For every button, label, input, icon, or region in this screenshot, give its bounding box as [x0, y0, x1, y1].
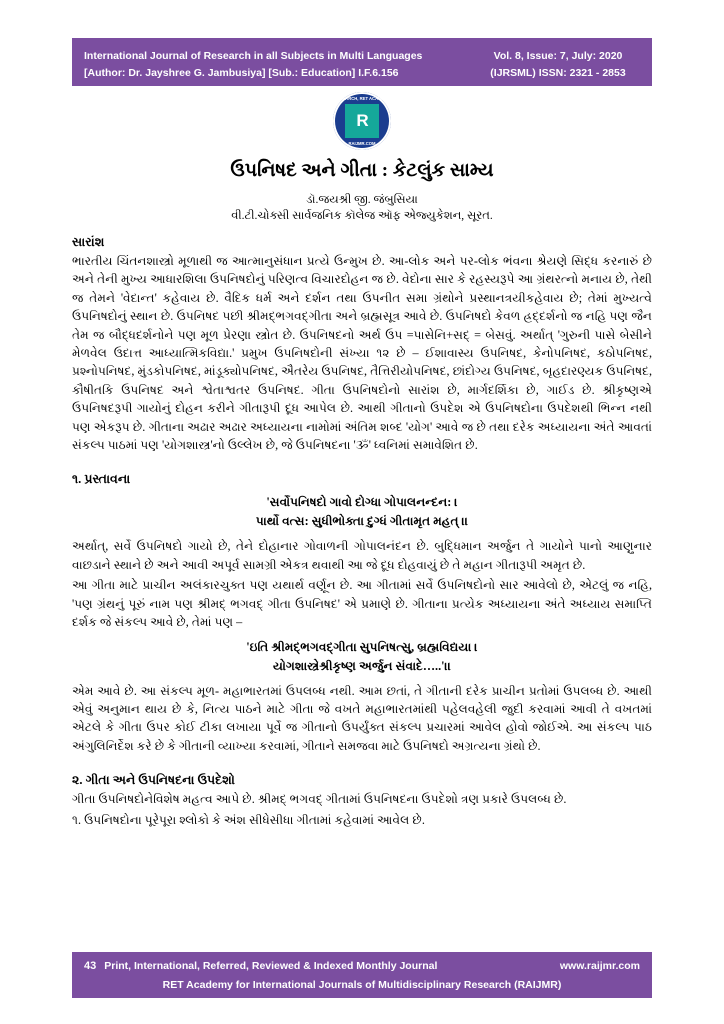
footer-description: Print, International, Referred, Reviewed & Indexed Monthly Journal — [104, 959, 438, 972]
article-body — [72, 160, 652, 831]
page-header — [72, 38, 652, 86]
verse-line: 'સર્વોપનિષદો ગાવો દોગ્ધા ગોપાલનન્દન: । — [266, 495, 458, 510]
teachings-paragraph-2: ૧. ઉપનિષદોના પૂરેપૂરા શ્લોકો કે અંશ સીધેસીધા ગીતામાં કહેવામાં આવેલ છે. — [72, 812, 425, 827]
issn-line: (IJRSML) ISSN: 2321 - 2853 — [490, 66, 626, 79]
header-left-block — [72, 38, 474, 86]
footer-website-link[interactable]: www.raijmr.com — [559, 959, 640, 972]
page-footer — [72, 952, 652, 998]
verse-line: પાર્થો વત્સ: સુધીભોક્તા દુગ્ધં ગીતામૃત મહત્ ।। — [255, 514, 469, 529]
author-subject-line: [Author: Dr. Jayshree G. Jambusiya] [Sub.: Education] I.F.6.156 — [84, 66, 399, 79]
verse-line: 'ઇતિ શ્રીમદ્ભગવદ્ગીતા સુપનિષત્સુ, બ્રહ્મવિદ્યયા । — [246, 639, 478, 654]
logo-ring-text — [333, 92, 391, 150]
verse-block-two — [72, 638, 652, 676]
section-heading-abstract: સારાંશ — [72, 235, 105, 249]
intro-paragraph-3: એમ આવે છે. આ સંકલ્પ મૂળ- મહાભારતમાં ઉપલબ્ધ નથી. આમ છતાં, તે ગીતાની દરેક પ્રાચીન પ્રતોમાં ઉપલબ્ધ છે. આથી એવું અનુમાન થાય છે કે, નિત્ય પાઠને માટે ગીતા જે વખતે મહાભારતમાંથી પહેલવહેલી જુદી કરવામાં આવી તે વખતમાં એટલે કે ગીતા ઉપર કોઈ ટીકા લખાયા પૂર્વે જ ગીતાનો ઉપર્યુંક્ત સંકલ્પ પ્રચારમાં આવેલ હોવો જોઈએ. આ સંકલ્પ પાઠ અંગુલિનિર્દેશ કરે છે કે ગીતાની વ્યાખ્યા કરવામાં, ગીતાને સમજવા માટે ઉપનિષદો અગ્રત્યના ગ્રંથો છે. — [72, 683, 652, 753]
footer-publisher: RET Academy for International Journals of Multidisciplinary Research (RAIJMR) — [162, 979, 562, 991]
section-heading-teachings: ૨. ગીતા અને ઉપનિષદના ઉપદેશો — [72, 773, 235, 788]
abstract-paragraph: ભારતીય ચિંતનશાસ્ત્રો મૂળાથી જ આત્માનુસંધાન પ્રત્યે ઉન્મુખ છે. આ-લોક અને પર-લોક ભંવના શ્રેયણે સિદ્ધ કરનારું છે અને તેની મુખ્ય આધારશિલા ઉપનિષદોનું પરિણત્વ વિચારદોહન જ છે. વેદોના સાર કે રહસ્યરૂપે આ ગ્રંથરત્નો મનાય છે, તેથી જ તેમને 'વેદાન્ત' કહેવાય છે. વૈદિક ધર્મ અને દર્શન તથા ઉપનીત સમા ગ્રંથોને પ્રસ્થાનત્રયીકહેવાય છે; તેમાં મુખ્યત્વે ઉપનિષદોનું સ્થાન છે. ઉપનિષદ પછી શ્રીમદ્ભગવદ્ગીતા અને બ્રહ્મસૂત્ર આવે છે. ઉપનિષદો કેવળ હ્રદ્દર્શનો જ નહિ પણ જૈન તેમ જ બૌદ્ધદર્શનોને પણ મૂળ પ્રેરણા સ્ત્રોત છે. ઉપનિષદનો અર્થ ઉપ =પાસેનિ+સદ્ = બેસવું. અર્થાત્ 'ગુરુની પાસે બેસીને મેળવેલ ઉદાત્ત આધ્યાત્મિકવિદ્યા.' પ્રમુખ ઉપનિષદોની સંખ્યા ૧૨ છે – ઈશાવાસ્ય ઉપનિષદ, કેનોપનિષદ, કઠોપનિષદ, પ્રશ્નોપનિષદ, મુંડકોપનિષદ, માંડૂક્યોપનિષદ, ઐતરેય ઉપનિષદ, તૈત્તિરીયોપનિષદ, છાંદોગ્ય ઉપનિષદ, બૃહદારણ્યક ઉપનિષદ, કૌષીતકિ ઉપનિષદ અને શ્વેતાશ્વતર ઉપનિષદ. ગીતા ઉપનિષદોનો સારાંશ છે, માર્ગદર્શિકા છે, ગાઈડ છે. શ્રીકૃષ્ણએ ઉપનિષદરૂપી ગાયોનું દોહન કરીને ગીતારૂપી દૂધ આપેલ છે. આથી ગીતાનો ઉપદેશ એ ઉપનિષદોના ઉપદેશથી ભિન્ન નથી પણ એકરૂપ છે. ગીતાના અઢાર અઢાર અધ્યાયના નામોમાં અંતિમ શબ્દ 'યોગ' આવે જ છે તથા દરેક અધ્યાયના અંતે આવતાં સંકલ્પ પાઠમાં પણ 'યોગશાસ્ત્ર'નો ઉલ્લેખ છે, જે ઉપનિષદના 'ૐ' ધ્વનિમાં સમાવેશિત છે. — [72, 254, 652, 453]
verse-block-one — [72, 493, 652, 531]
article-affiliation: વી.ટી.ચોક્સી સાર્વજનિક કૉલેજ ઑફ એજ્યુકેશન, સૂરત. — [231, 210, 493, 222]
section-heading-introduction: ૧. પ્રસ્તાવના — [72, 472, 131, 487]
volume-issue-line: Vol. 8, Issue: 7, July: 2020 — [493, 49, 623, 62]
page-title: ઉપનિષદ અને ગીતા : કેટલુંક સામ્ય — [230, 160, 494, 181]
raijmr-logo-icon — [333, 92, 391, 150]
header-right-block — [474, 38, 652, 86]
intro-paragraph-2: આ ગીતા માટે પ્રાચીન અલંકારચુક્ત પણ યથાર્થ વર્ણૂન છે. આ ગીતામાં સર્વે ઉપનિષદોનો સાર આવેલો છે, એટલું જ નહિ, 'પણ ગ્રંથનું પૂરું નામ પણ શ્રીમદ્ ભગવદ્ ગીતા ઉપનિષદ' એ પ્રમાણે છે. ગીતાના પ્રત્યેક અધ્યાયના અંતે અધ્યાય સમાપ્તિ દર્શક જે સંકલ્પ આવે છે, તેમાં પણ – — [72, 578, 652, 630]
journal-title: International Journal of Research in all Subjects in Multi Languages — [84, 49, 423, 62]
teachings-paragraph-1: ગીતા ઉપનિષદોનેવિશેષ મહત્વ આપે છે. શ્રીમદ્ ભગવદ્ ગીતામાં ઉપનિષદના ઉપદેશો ત્રણ પ્રકારે ઉપલબ્ધ છે. — [72, 792, 567, 807]
intro-paragraph-1: અર્થાત્, સર્વે ઉપનિષદો ગાયો છે, તેને દોહાનાર ગોવાળની ગોપાલનંદન છે. બુદ્ધિમાન અર્જુન તે ગાયોને પાનો આણુનાર વાછડાને સ્થાને છે અને આવી અપૂર્વ સામગ્રી એકત્ર થવાથી આ જે દૂધ દોહવાયું છે તે મહાન ગીતારૂપી અમૃત છે. — [72, 539, 652, 572]
logo-ring-top: RESEARCH, RET ACADEMY — [333, 96, 391, 101]
verse-line: યોગશાસ્ત્રેશ્રીકૃષ્ણ અર્જુન સંવાદે…..'।। — [272, 658, 452, 673]
page-number: 43 — [84, 959, 97, 972]
footer-top-row — [72, 952, 652, 977]
article-author: ડૉ.જયશ્રી જી. જંબુસિયા — [306, 194, 418, 206]
logo-container — [0, 92, 724, 150]
logo-ring-bottom: RAIJMR.COM — [348, 141, 376, 146]
logo-mark: R — [345, 104, 379, 138]
